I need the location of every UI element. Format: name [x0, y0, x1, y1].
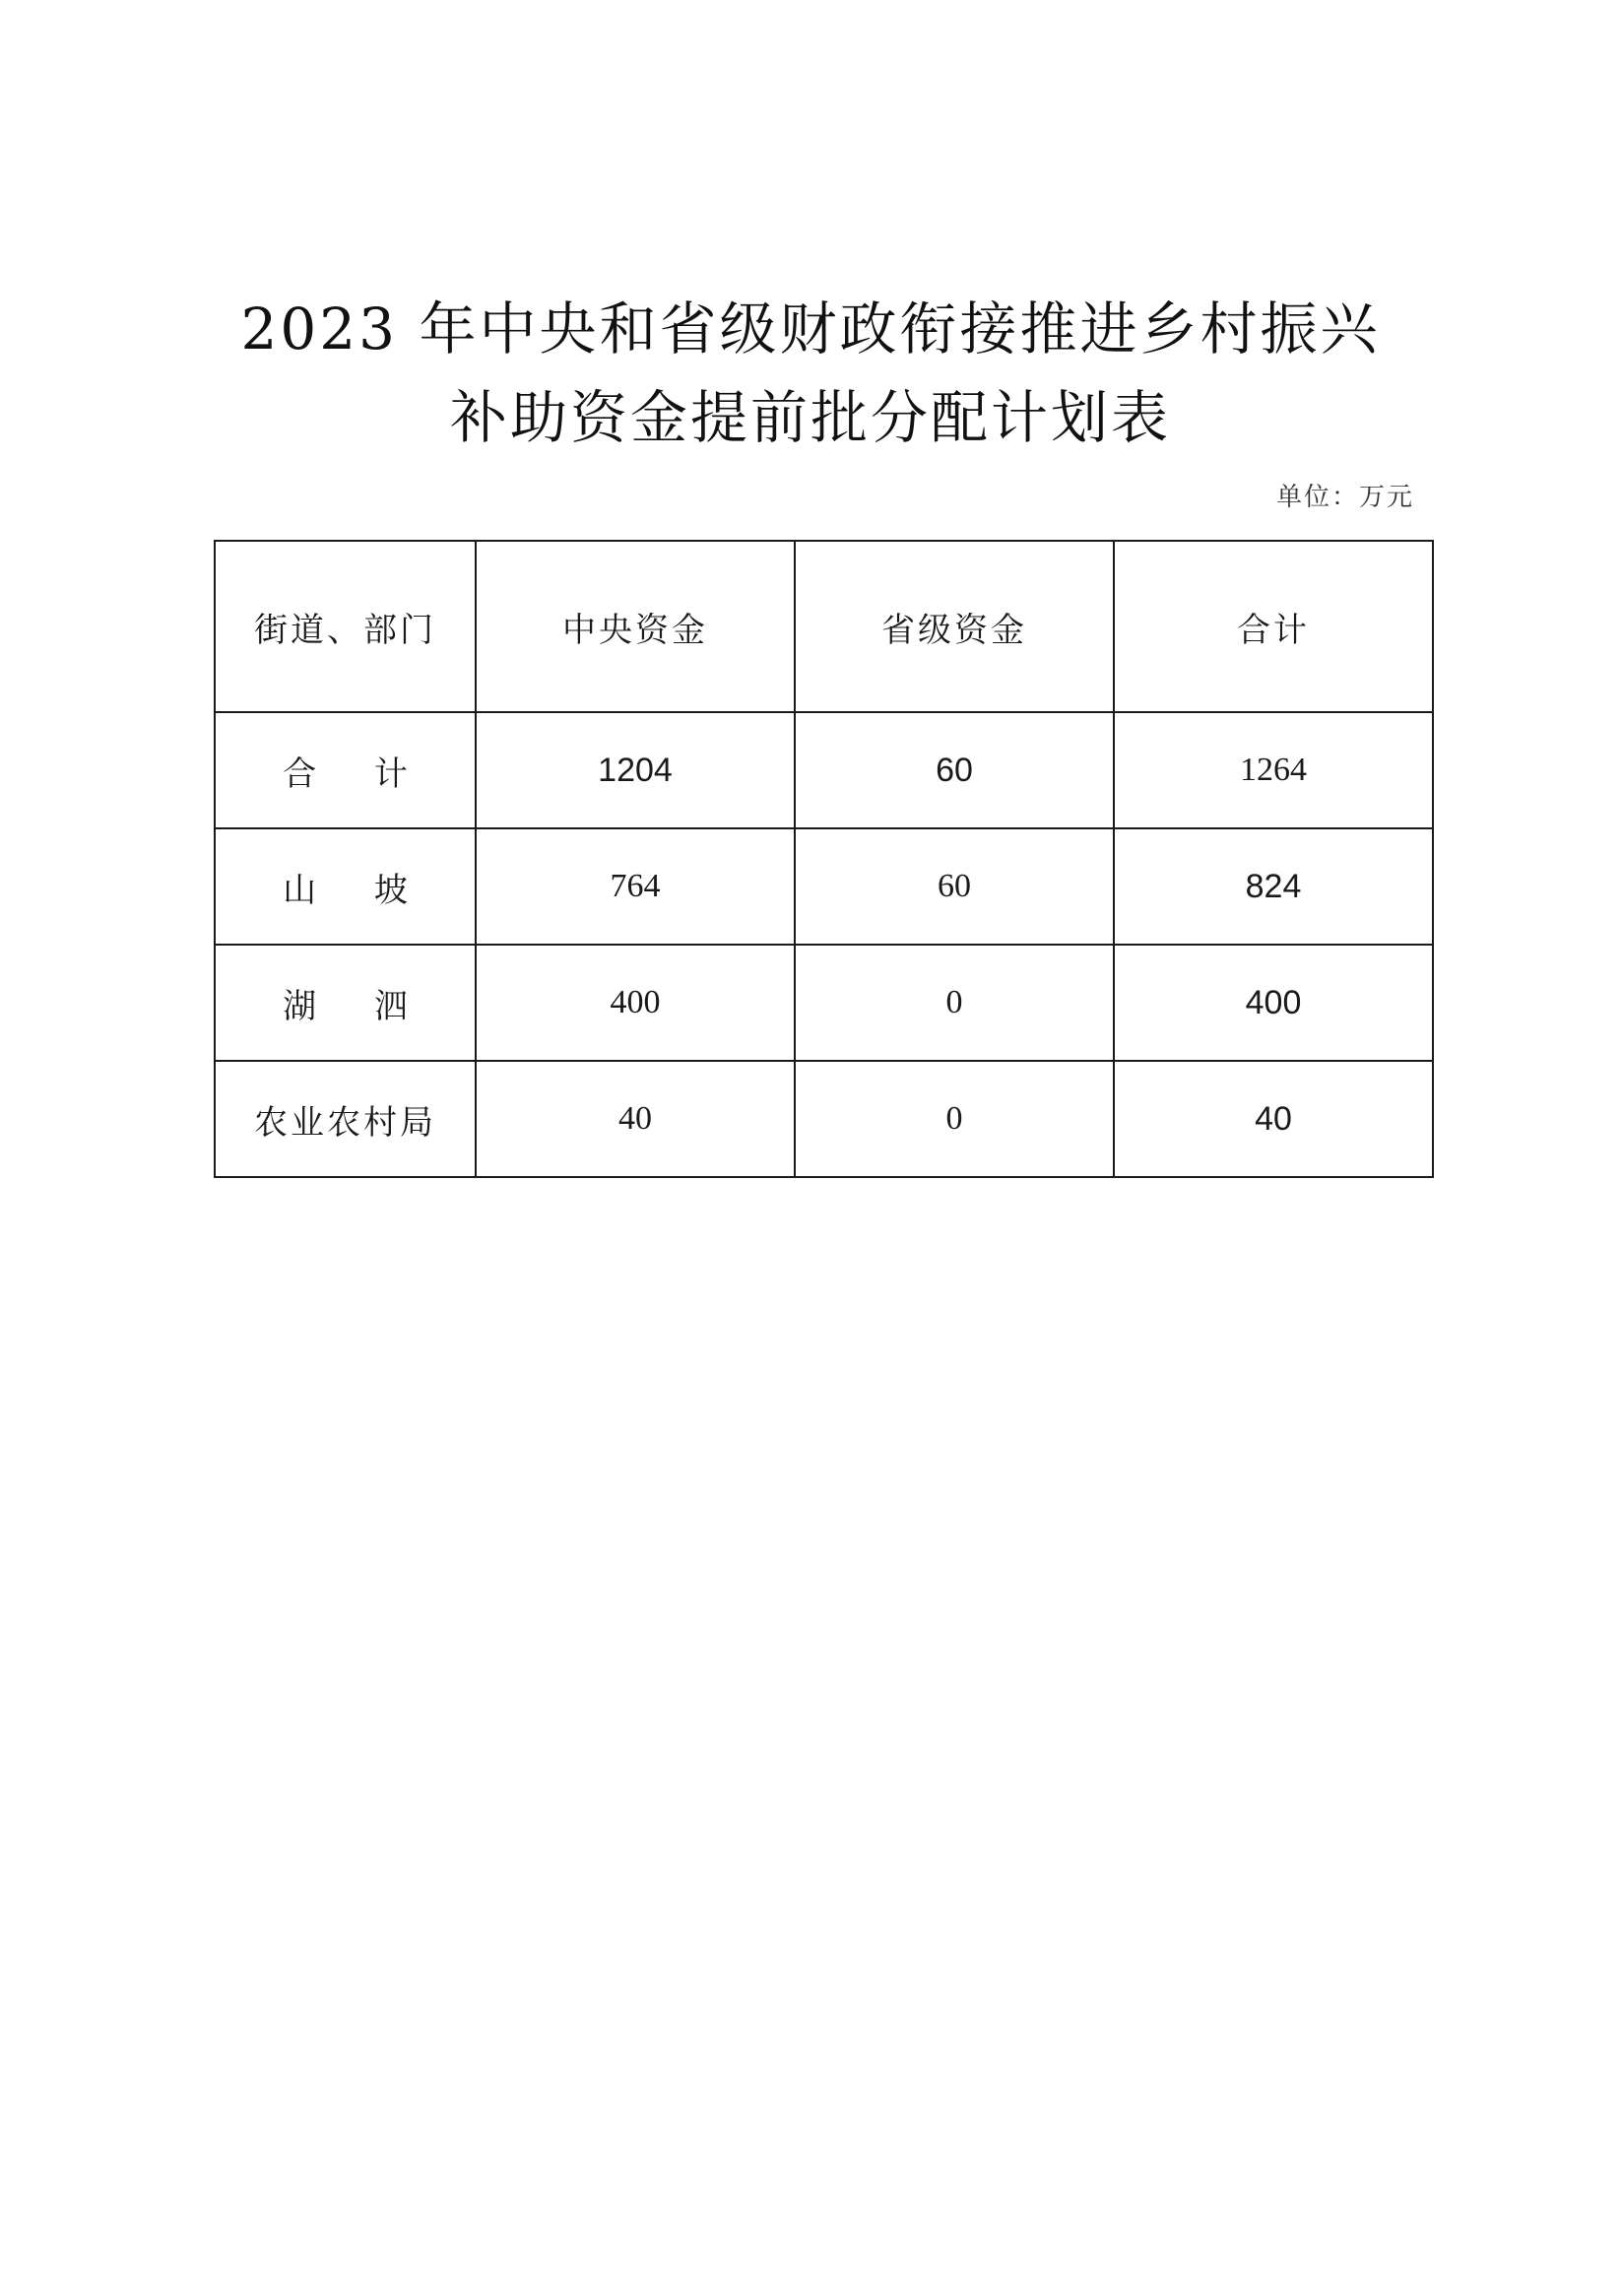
row-total: 1264	[1114, 712, 1433, 828]
row-total: 824	[1114, 828, 1433, 945]
table-row	[215, 1061, 1433, 1177]
document-title-line-1: 2023 年中央和省级财政衔接推进乡村振兴	[240, 295, 1381, 362]
row-central: 40	[476, 1061, 795, 1177]
header-provincial-funds: 省级资金	[795, 541, 1114, 712]
row-provincial: 0	[795, 945, 1114, 1061]
unit-label: 单位：万元	[1275, 483, 1414, 512]
row-provincial: 0	[795, 1061, 1114, 1177]
table-header-row	[215, 541, 1433, 712]
row-central: 1204	[476, 712, 795, 828]
table-row	[215, 828, 1433, 945]
row-central: 400	[476, 945, 795, 1061]
row-name: 山 坡	[215, 828, 476, 945]
row-provincial: 60	[795, 828, 1114, 945]
header-department: 街道、部门	[215, 541, 476, 712]
row-provincial: 60	[795, 712, 1114, 828]
row-name: 农业农村局	[215, 1061, 476, 1177]
header-central-funds: 中央资金	[476, 541, 795, 712]
row-name: 湖 泗	[215, 945, 476, 1061]
row-central: 764	[476, 828, 795, 945]
table-row	[215, 712, 1433, 828]
row-total: 40	[1114, 1061, 1433, 1177]
row-name: 合 计	[215, 712, 476, 828]
document-title-line-2: 补助资金提前批分配计划表	[449, 384, 1171, 451]
row-total: 400	[1114, 945, 1433, 1061]
allocation-table	[214, 540, 1434, 1178]
header-total: 合计	[1114, 541, 1433, 712]
table-row	[215, 945, 1433, 1061]
